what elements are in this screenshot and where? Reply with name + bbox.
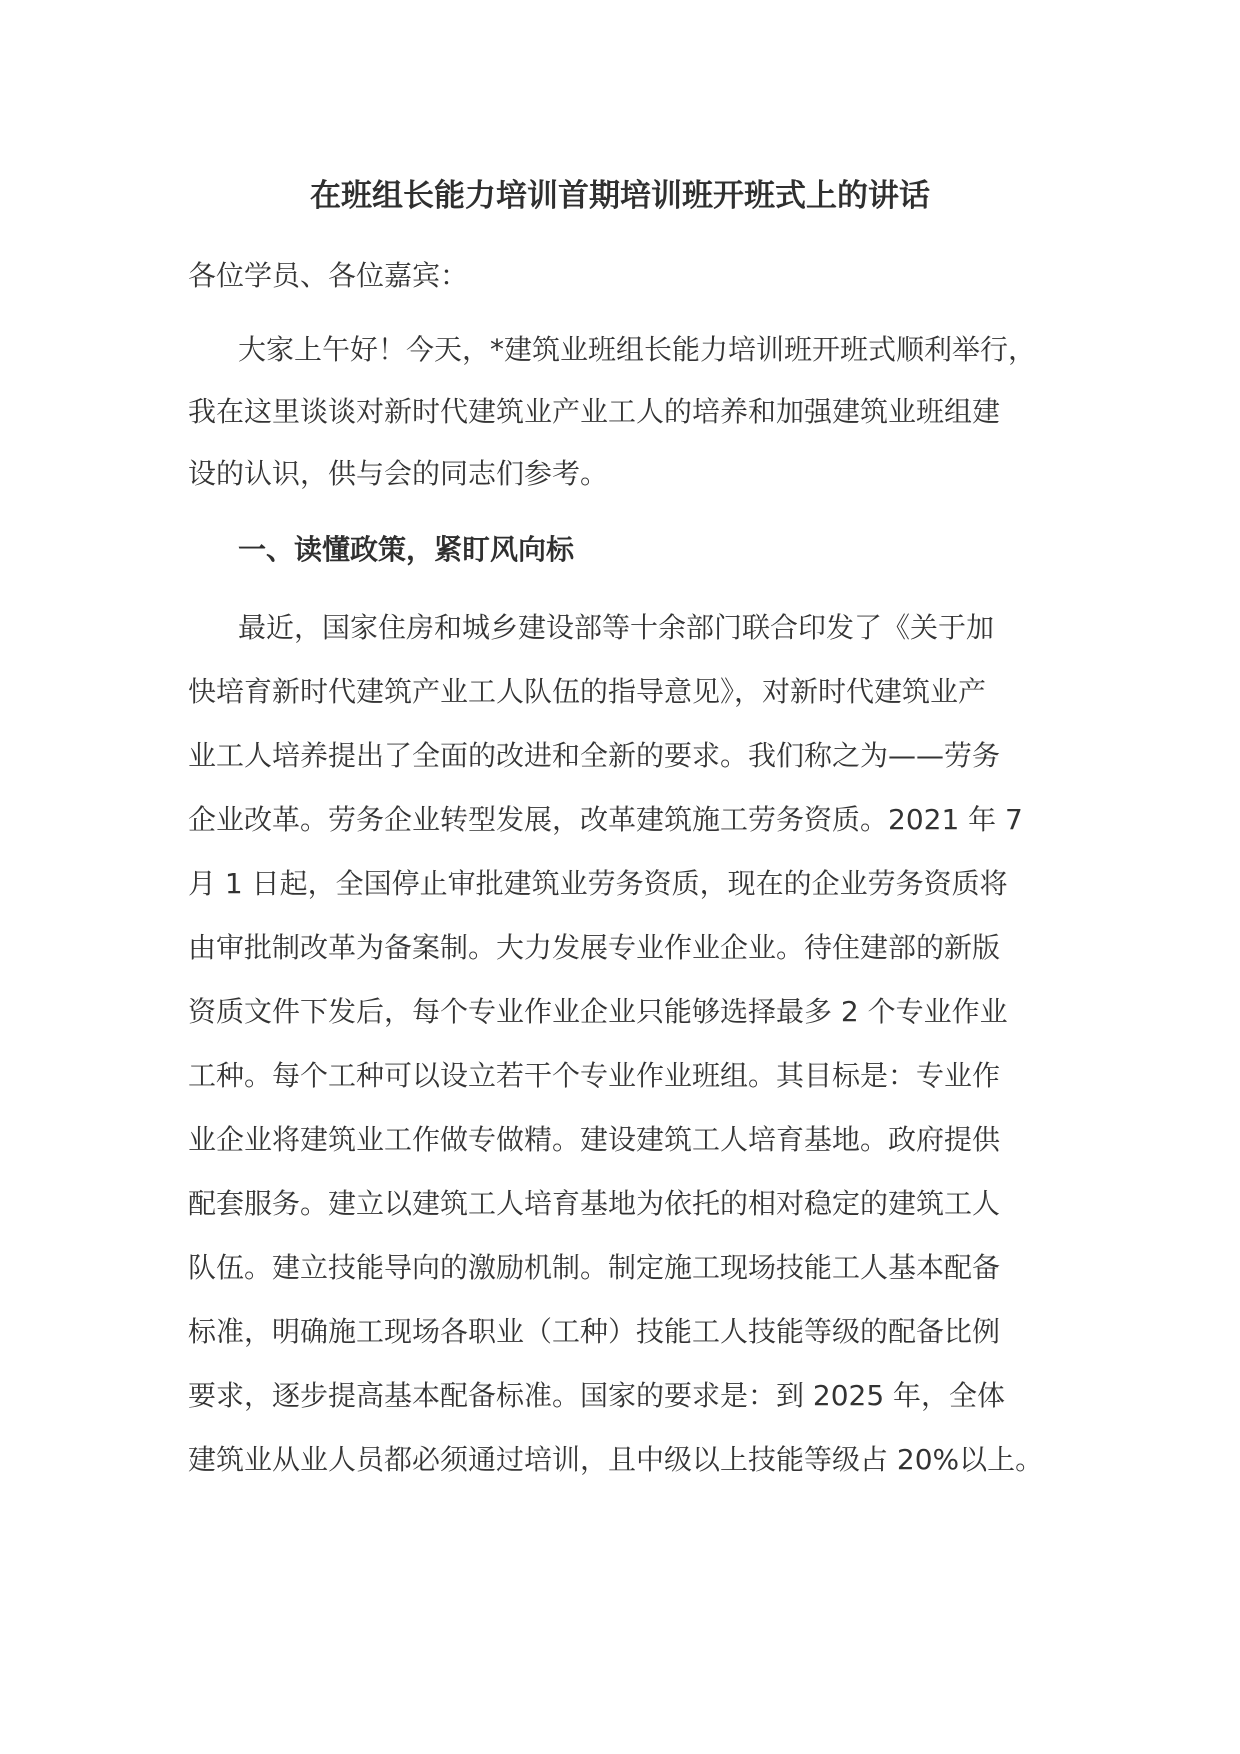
body-line: 最近，国家住房和城乡建设部等十余部门联合印发了《关于加 [238,611,995,644]
body-line: 企业改革。劳务企业转型发展，改革建筑施工劳务资质。2021 年 7 [188,803,1023,836]
document-title: 在班组长能力培训首期培训班开班式上的讲话 [310,178,930,214]
body-line: 队伍。建立技能导向的激励机制。制定施工现场技能工人基本配备 [188,1251,1001,1284]
body-line: 月 1 日起，全国停止审批建筑业劳务资质，现在的企业劳务资质将 [188,867,1008,900]
salutation: 各位学员、各位嘉宾： [188,259,469,292]
body-line: 业企业将建筑业工作做专做精。建设建筑工人培育基地。政府提供 [188,1123,1001,1156]
body-line: 配套服务。建立以建筑工人培育基地为依托的相对稳定的建筑工人 [188,1187,1001,1220]
body-line: 业工人培养提出了全面的改进和全新的要求。我们称之为——劳务 [188,739,1001,772]
intro-line: 我在这里谈谈对新时代建筑业产业工人的培养和加强建筑业班组建 [188,395,1001,428]
body-line: 快培育新时代建筑产业工人队伍的指导意见》，对新时代建筑业产 [188,675,987,708]
body-line: 工种。每个工种可以设立若干个专业作业班组。其目标是：专业作 [188,1059,1001,1092]
body-line: 要求，逐步提高基本配备标准。国家的要求是：到 2025 年，全体 [188,1379,1006,1412]
body-line: 标准，明确施工现场各职业（工种）技能工人技能等级的配备比例 [188,1315,1001,1348]
intro-line: 设的认识，供与会的同志们参考。 [188,457,609,490]
body-line: 由审批制改革为备案制。大力发展专业作业企业。待住建部的新版 [188,931,1001,964]
body-line: 资质文件下发后，每个专业作业企业只能够选择最多 2 个专业作业 [188,995,1008,1028]
body-line: 建筑业从业人员都必须通过培训，且中级以上技能等级占 20%以上。 [188,1443,1044,1476]
section-heading: 一、读懂政策，紧盯风向标 [238,533,575,566]
intro-line: 大家上午好！今天，*建筑业班组长能力培训班开班式顺利举行， [238,333,1037,366]
